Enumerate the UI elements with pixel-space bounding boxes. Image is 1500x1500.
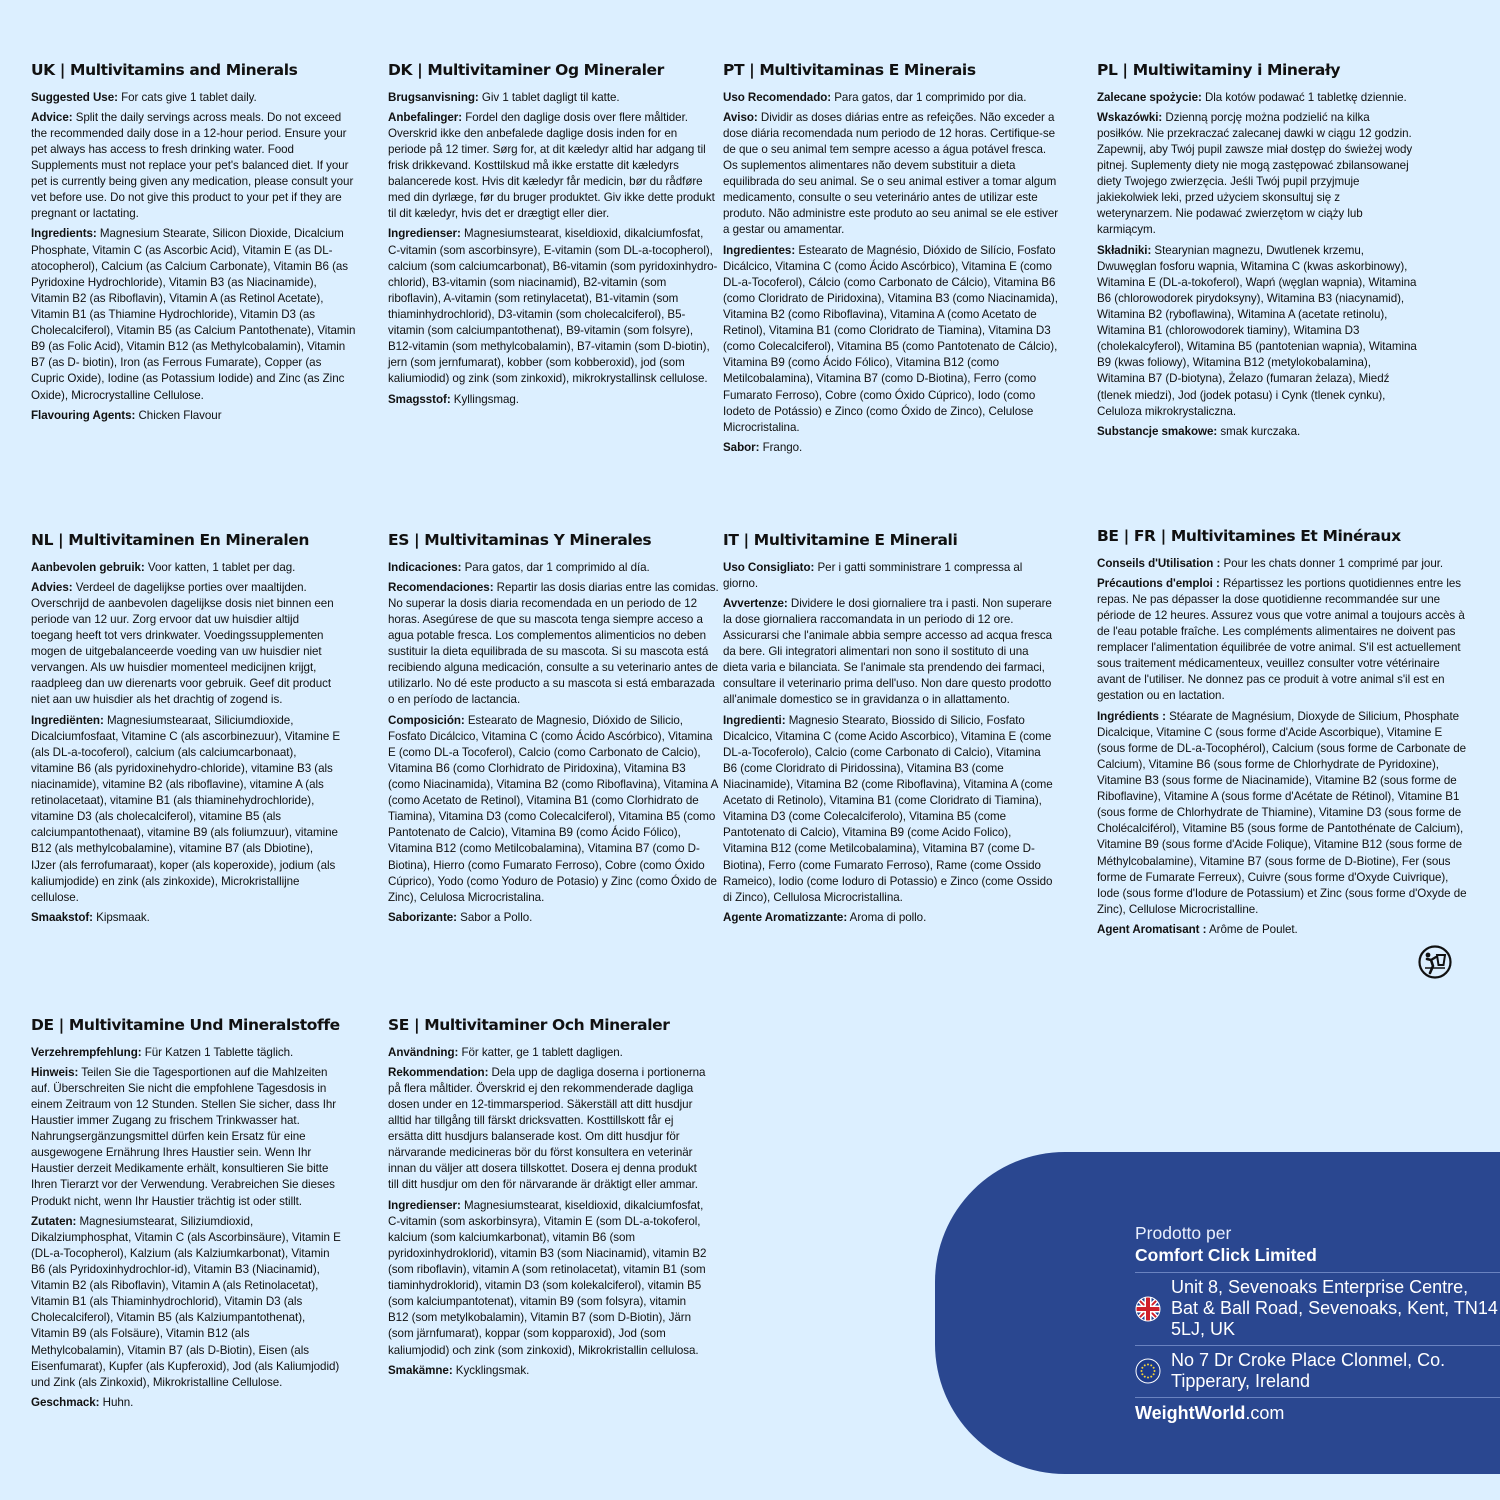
paragraph-text: Kyllingsmag. xyxy=(450,392,519,406)
paragraph-label: Aanbevolen gebruik: xyxy=(31,560,145,574)
paragraph-label: Agent Aromatisant : xyxy=(1097,922,1207,936)
paragraph-label: Uso Recomendado: xyxy=(723,90,832,104)
section-paragraph xyxy=(1097,922,1469,938)
paragraph-text: smak kurczaka. xyxy=(1217,424,1301,438)
section-title: PT | Multivitaminas E Minerais xyxy=(723,61,976,79)
section-paragraph xyxy=(31,910,341,926)
paragraph-label: Indicaciones: xyxy=(388,560,462,574)
paragraph-label: Geschmack: xyxy=(31,1395,100,1409)
section-paragraph xyxy=(31,408,357,424)
section-paragraph xyxy=(388,580,720,709)
paragraph-label: Uso Consigliato: xyxy=(723,560,815,574)
section-it xyxy=(723,530,1053,930)
paragraph-text: Repartir las dosis diarias entre las comidas. No superar la dosis diaria recomendada en un periodo de 12 horas. Asegúrese de que su mascota tenga siempre acceso a agua potable fresca. Los complementos alimenticios no deben sustituir la dieta equilibrada de su mascota. Si su mascota está recibiendo alguna medicación, consulte a su veterinario antes de utilizarlo. No dé este producto a su mascota si está embarazada o en período de lactancia. xyxy=(388,580,719,707)
section-paragraph xyxy=(1097,424,1417,440)
section-title: SE | Multivitaminer Och Mineraler xyxy=(388,1016,670,1034)
paragraph-text: Estearato de Magnésio, Dióxido de Silício, Fosfato Dicálcico, Vitamina C (como Ácido Ascórbico), Vitamina E (como DL-a-Tocoferol), Cálcio (como Carbonato de Cálcio), Vitamina B6 (como Cloridrato de Piridoxina), Vitamina B3 (como Niacinamida), Vitamina B2 (como Riboflavina), Vitamina A (como Acetato de Retinol), Vitamina B1 (como Cloridrato de Tiamina), Vitamina D3 (como Colecalciferol), Vitamina B5 (como Pantotenato de Cálcio), Vitamina B9 (como Ácido Fólico), Vitamina B12 (como Metilcobalamina), Vitamina B7 (como D-Biotina), Ferro (como Fumarato Ferroso), Cobre (como Óxido Cúprico), Iodo (como Iodeto de Potássio) e Zinco (como Óxido de Zinco), Celulose Microcristalina. xyxy=(723,243,1058,434)
uk-flag-icon xyxy=(1135,1296,1161,1322)
section-pl xyxy=(1097,60,1417,444)
paragraph-label: Recomendaciones: xyxy=(388,580,494,594)
paragraph-label: Ingredienser: xyxy=(388,1198,461,1212)
section-paragraph xyxy=(723,243,1063,436)
paragraph-text: Für Katzen 1 Tablette täglich. xyxy=(141,1045,294,1059)
paragraph-label: Ingredienti: xyxy=(723,713,786,727)
eu-address: No 7 Dr Croke Place Clonmel, Co. Tipperary, Ireland xyxy=(1171,1350,1446,1391)
paragraph-label: Ingrediënten: xyxy=(31,713,104,727)
section-paragraph xyxy=(31,1045,341,1061)
paragraph-label: Ingredienser: xyxy=(388,227,461,241)
paragraph-text: Stéarate de Magnésium, Dioxyde de Silicium, Phosphate Dicalcique, Vitamine C (sous forme d'Acide Ascorbique), Vitamine E (sous forme de DL-a-Tocophérol), Calcium (sous forme de Carbonate de Calcium), Vitamine B6 (sous forme de Chlorhydrate de Pyridoxine), Vitamine B3 (sous forme de Niacinamide), Vitamine B2 (sous forme de Riboflavine), Vitamine A (sous forme d'Acétate de Rétinol), Vitamine B1 (sous forme de Chlorhydrate de Thiamine), Vitamine D3 (sous forme de Cholécalciférol), Vitamine B5 (sous forme de Pantothénate de Calcium), Vitamine B9 (sous forme d'Acide Folique), Vitamine B12 (sous forme de Méthylcobalamine), Vitamine B7 (sous forme de D-Biotine), Fer (sous forme de Fumarate Ferreux), Cuivre (sous forme d'Oxyde Cuivrique), Iode (sous forme d'Iodure de Potassium) et Zinc (sous forme d'Oxyde de Zinc), Cellulose Microcristalline. xyxy=(1097,709,1467,916)
paragraph-text: Aroma di pollo. xyxy=(847,910,927,924)
paragraph-text: For cats give 1 tablet daily. xyxy=(117,90,257,104)
website xyxy=(1135,1398,1500,1425)
section-paragraph xyxy=(388,713,720,906)
manufacturer-info xyxy=(1135,1222,1500,1425)
paragraph-label: Ingrédients : xyxy=(1097,709,1166,723)
section-uk xyxy=(31,60,357,428)
section-paragraph xyxy=(31,580,341,709)
paragraph-text: Fordel den daglige dosis over flere måltider. Overskrid ikke den anbefalede daglige dosis inden for en periode på 12 timer. Sørg for, at dit kæledyr altid har adgang til frisk drikkevand. Kosttilskud må ikke erstatte dit kæledyrs balancerede kost. Hvis dit kæledyr får medicin, bør du rådføre med din dyrlæge, før du bruger produktet. Giv ikke dette produkt til dit kæledyr, hvis det er drægtigt eller dier. xyxy=(388,110,715,221)
section-paragraph xyxy=(388,90,718,106)
paragraph-text: Stearynian magnezu, Dwutlenek krzemu, Dwuwęglan fosforu wapnia, Witamina C (kwas askorbinowy), Witamina E (DL-a-tokoferol), Wapń (węglan wapnia), Witamina B6 (chlorowodorek pirydoksyny), Witamina B3 (niacynamid), Witamina B2 (ryboflawina), Witamina A (acetate retinolu), Witamina B1 (chlorowodorek tiaminy), Witamina D3 (cholekalcyferol), Witamina B5 (pantotenian wapnia), Witamina B9 (kwas foliowy), Witamina B12 (metylokobalamina), Witamina B7 (D-biotyna), Żelazo (fumaran żelaza), Miedź (tlenek miedzi), Jod (jodek potasu) i Cynk (tlenek cynku), Celuloza mikrokrystaliczna. xyxy=(1097,243,1417,418)
section-paragraph xyxy=(723,90,1063,106)
section-paragraph xyxy=(388,1363,708,1379)
paragraph-text: Magnesiumstearat, kiseldioxid, dikalciumfosfat, C-vitamin (som ascorbinsyre), E-vitamin (som DL-a-tocopherol), calcium (som calciumcarbonat), B6-vitamin (som pyridoxinhydro-chlorid), B3-vitamin (som niacinamid), B2-vitamin (som riboflavin), A-vitamin (som retinylacetat), B1-vitamin (som thiaminhydrochlorid), D3-vitamin (som cholecalciferol), B5-vitamin (som calciumpantothenat), B9-vitamin (som folsyre), B12-vitamin (som methylcobalamin), B7-vitamin (som D-biotin), jern (som jernfumarat), kobber (som kobberoxid), jod (som kaliumiodid) og zink (som zinkoxid), mikrokrystallinsk cellulose. xyxy=(388,227,718,386)
section-paragraph xyxy=(31,1395,341,1411)
paragraph-text: Kipsmaak. xyxy=(93,910,150,924)
paragraph-label: Verzehrempfehlung: xyxy=(31,1045,142,1059)
company-name: Comfort Click Limited xyxy=(1135,1245,1317,1265)
paragraph-label: Zutaten: xyxy=(31,1214,77,1228)
paragraph-text: Dividir as doses diárias entre as refeições. Não exceder a dose diária recomendada num periodo de 12 horas. Certifique-se de que o seu animal tem sempre acesso a água potável fresca. Os suplementos alimentares não devem substituir a dieta equilibrada do seu animal. Se o seu animal estiver a tomar algum medicamento, consulte o seu veterinário antes de utilizar este produto. Não administre este produto ao seu animal se ele estiver a gestar ou amamentar. xyxy=(723,110,1059,237)
section-title: DK | Multivitaminer Og Mineraler xyxy=(388,61,664,79)
section-paragraph xyxy=(388,1065,708,1194)
section-paragraph xyxy=(723,910,1053,926)
section-paragraph xyxy=(31,1065,341,1210)
paragraph-text: Para gatos, dar 1 comprimido por dia. xyxy=(831,90,1027,104)
section-paragraph xyxy=(31,713,341,906)
eu-address-row xyxy=(1135,1346,1500,1397)
paragraph-text: Magnesiumstearaat, Siliciumdioxide, Dicalciumfosfaat, Vitamine C (als ascorbinezuur), Vitamine E (als DL-a-tocoferol), calcium (als calciumcarbonaat), vitamine B6 (als pyridoxinehydro-chloride), vitamine B3 (als niacinamide), vitamine B2 (als riboflavine), vitamine A (als retinolacetaat), vitamine B1 (als thiaminehydrochloride), vitamine D3 (als cholecalciferol), vitamine B5 (als calciumpantothenaat), vitamine B9 (als foliumzuur), vitamine B12 (als methylcobalamine), vitamine B7 (als Dbiotine), IJzer (als ferrofumaraat), koper (als koperoxide), jodium (als kaliumjodide) en zink (als zinkoxide), Microkristallijne cellulose. xyxy=(31,713,341,904)
paragraph-label: Agente Aromatizzante: xyxy=(723,910,848,924)
paragraph-text: Dividere le dosi giornaliere tra i pasti. Non superare la dose giornaliera raccomandata in un periodo di 12 ore. Assicurarsi che l'animale abbia sempre accesso ad acqua fresca da bere. Gli integratori alimentari non sono il sostituto di una dieta varia e bilanciata. Se l'animale sta prendendo dei farmaci, consultare il veterinario prima dell'uso. Non dare questo prodotto all'animale domestico se in gravidanza o in allattamento. xyxy=(723,596,1053,707)
section-nl xyxy=(31,530,341,930)
section-dk xyxy=(388,60,718,412)
paragraph-label: Substancje smakowe: xyxy=(1097,424,1218,438)
section-paragraph xyxy=(388,392,718,408)
section-befr xyxy=(1097,526,1469,942)
section-paragraph xyxy=(723,713,1053,906)
section-de xyxy=(31,1015,341,1415)
paragraph-text: Arôme de Poulet. xyxy=(1206,922,1298,936)
section-es xyxy=(388,530,720,930)
section-paragraph xyxy=(31,560,341,576)
paragraph-text: Sabor a Pollo. xyxy=(456,910,533,924)
paragraph-label: Saborizante: xyxy=(388,910,457,924)
paragraph-label: Smagsstof: xyxy=(388,392,451,406)
section-paragraph xyxy=(31,1214,341,1391)
section-paragraph xyxy=(1097,243,1417,420)
paragraph-label: Smaakstof: xyxy=(31,910,93,924)
section-title: ES | Multivitaminas Y Minerales xyxy=(388,531,652,549)
paragraph-text: Giv 1 tablet dagligt til katte. xyxy=(478,90,620,104)
paragraph-label: Ingredientes: xyxy=(723,243,796,257)
paragraph-text: Magnesium Stearate, Silicon Dioxide, Dicalcium Phosphate, Vitamin C (as Ascorbic Acid), Vitamin E (as DL-atocopherol), Calcium (as Calcium Carbonate), Vitamin B6 (as Pyridoxine Hydrochloride), Vitamin B3 (as Niacinamide), Vitamin B2 (as Riboflavin), Vitamin A (as Retinol Acetate), Vitamin B1 (as Thiamine Hydrochloride), Vitamin D3 (as Cholecalciferol), Vitamin B5 (as Calcium Pantothenate), Vitamin B9 (as Folic Acid), Vitamin B12 (as Methylcobalamin), Vitamin B7 (as D- biotin), Iron (as Ferrous Fumarate), Copper (as Cupric Oxide), Iodine (as Potassium Iodide) and Zinc (as Zinc Oxide), Microcrystalline Cellulose. xyxy=(31,227,356,402)
section-paragraph xyxy=(723,110,1063,239)
eu-flag-icon xyxy=(1135,1358,1161,1384)
section-title: UK | Multivitamins and Minerals xyxy=(31,61,298,79)
section-paragraph xyxy=(1097,90,1417,106)
paragraph-label: Sabor: xyxy=(723,440,760,454)
paragraph-text: Para gatos, dar 1 comprimido al día. xyxy=(461,560,650,574)
section-paragraph xyxy=(723,560,1053,592)
section-se xyxy=(388,1015,708,1383)
paragraph-label: Conseils d'Utilisation : xyxy=(1097,556,1221,570)
website-brand: WeightWorld xyxy=(1135,1403,1246,1423)
paragraph-text: Verdeel de dagelijkse porties over maaltijden. Overschrijd de aanbevolen dagelijkse dosis niet binnen een periode van 12 uur. Zorg ervoor dat uw huisdier altijd toegang heeft tot vers drinkwater. Voedingssupplementen mogen de uitgebalanceerde voeding van uw huisdier niet vervangen. Als uw huisdier momenteel medicijnen krijgt, raadpleeg dan uw dierenarts voor gebruik. Geef dit product niet aan uw huisdier als het drachtig of zogend is. xyxy=(31,580,334,707)
paragraph-text: Pour les chats donner 1 comprimé par jour. xyxy=(1220,556,1444,570)
paragraph-label: Smakämne: xyxy=(388,1363,453,1377)
paragraph-label: Hinweis: xyxy=(31,1065,79,1079)
paragraph-label: Suggested Use: xyxy=(31,90,118,104)
recycle-bin-icon xyxy=(1417,944,1453,980)
paragraph-text: Per i gatti somministrare 1 compressa al giorno. xyxy=(723,560,1023,590)
paragraph-text: Magnesiumstearat, Siliziumdioxid, Dikalziumphosphat, Vitamin C (als Ascorbinsäure), Vitamin E (DL-a-Tocopherol), Kalzium (als Kalziumkarbonat), Vitamin B6 (als Pyridoxinhydrochlor-id), Vitamin B3 (Niacinamid), Vitamin B2 (als Riboflavin), Vitamin A (als Retinolacetat), Vitamin B1 (als Thiaminhydrochlorid), Vitamin D3 (als Cholecalciferol), Vitamin B5 (als Kalziumpantothenat), Vitamin B9 (als Folsäure), Vitamin B12 (als Methylcobalamin), Vitamin B7 (als D-Biotin), Eisen (als Eisenfumarat), Kupfer (als Kupferoxid), Jod (als Kaliumjodid) und Zink (als Zinkoxid), Mikrokristalline Cellulose. xyxy=(31,1214,341,1389)
website-tld: .com xyxy=(1245,1403,1285,1423)
paragraph-text: Magnesiumstearat, kiseldioxid, dikalciumfosfat, C-vitamin (som askorbinsyra), Vitamin E (som DL-a-tokoferol, kalcium (som kalciumkarbonat), vitamin B6 (som pyridoxinhydroklorid), vitamin B3 (som Niacinamid), vitamin B2 (som riboflavin), vitamin A (som retinolacetat), vitamin B1 (som tiaminhydroklorid), vitamin D3 (som kolekalciferol), vitamin B5 (som kalciumpantotenat), vitamin B9 (som folsyra), vitamin B12 (som metylkobalamin), Vitamin B7 (som D-Biotin), Järn (som järnfumarat), koppar (som kopparoxid), Jod (som kaliumjodid) och zink (som zinkoxid), Mikrokristallin cellulosa. xyxy=(388,1198,707,1357)
section-paragraph xyxy=(31,90,357,106)
paragraph-label: Précautions d'emploi : xyxy=(1097,576,1220,590)
paragraph-label: Rekommendation: xyxy=(388,1065,489,1079)
section-title: DE | Multivitamine Und Mineralstoffe xyxy=(31,1016,340,1034)
paragraph-text: Estearato de Magnesio, Dióxido de Silicio, Fosfato Dicálcico, Vitamina C (como Ácido Ascórbico), Vitamina E (como DL-a Tocoferol), Calcio (como Carbonato de Calcio), Vitamina B6 (como Clorhidrato de Piridoxina), Vitamina B3 (como Niacinamida), Vitamina B2 (como Riboflavina), Vitamina A (como Acetato de Retinol), Vitamina B1 (como Clorhidrato de Tiamina), Vitamina D3 (como Colecalciferol), Vitamina B5 (como Pantotenato de Calcio), Vitamina B9 (como Ácido Fólico), Vitamina B12 (como Metilcobalamina), Vitamina B7 (como D-Biotina), Hierro (como Fumarato Ferroso), Cobre (como Óxido Cúprico), Yodo (como Yoduro de Potasio) y Zinc (como Óxido de Zinc), Celulosa Microcristalina. xyxy=(388,713,718,904)
paragraph-label: Anbefalinger: xyxy=(388,110,463,124)
paragraph-text: Répartissez les portions quotidiennes entre les repas. Ne pas dépasser la dose quotidienne recommandée sur une période de 12 heures. Assurez vous que votre animal a toujours accès à de l'eau potable fraîche. Les compléments alimentaires ne doivent pas remplacer l'alimentation équilibrée de votre animal. S'il est actuellement sous traitement médicamenteux, veuillez consulter votre vétérinaire avant de l'utiliser. Ne donnez pas ce produit à votre animal s'il est en gestation ou en lactation. xyxy=(1097,576,1465,703)
section-title: NL | Multivitaminen En Mineralen xyxy=(31,531,309,549)
paragraph-label: Avvertenze: xyxy=(723,596,788,610)
paragraph-text: Magnesio Stearato, Biossido di Silicio, Fosfato Dicalcico, Vitamina C (come Acido Ascorbico), Vitamina E (come DL-a-Tocoferolo), Calcio (come Carbonato di Calcio), Vitamina B6 (come Cloridrato di Piridossina), Vitamina B3 (come Niacinamide), Vitamina B2 (come Riboflavina), Vitamina A (come Acetato di Retinolo), Vitamina B1 (come Cloridrato di Tiamina), Vitamina D3 (come Colecalciferolo), Vitamina B5 (come Pantotenato di Calcio), Vitamina B9 (come Acido Folico), Vitamina B12 (come Metilcobalamina), Vitamina B7 (come D-Biotina), Ferro (come Fumarato Ferroso), Rame (come Ossido Rameico), Iodio (come Ioduro di Potassio) e Zinco (come Ossido di Zinco), Cellulosa Microcristallina. xyxy=(723,713,1053,904)
section-paragraph xyxy=(388,910,720,926)
section-paragraph xyxy=(1097,709,1469,918)
paragraph-text: För katter, ge 1 tablett dagligen. xyxy=(458,1045,623,1059)
section-paragraph xyxy=(388,1045,708,1061)
section-paragraph xyxy=(388,226,718,387)
paragraph-text: Kycklingsmak. xyxy=(452,1363,530,1377)
paragraph-label: Advice: xyxy=(31,110,73,124)
uk-address: Unit 8, Sevenoaks Enterprise Centre, Bat & Ball Road, Sevenoaks, Kent, TN14 5LJ, UK xyxy=(1171,1277,1498,1339)
paragraph-text: Teilen Sie die Tagesportionen auf die Mahlzeiten auf. Überschreiten Sie nicht die empfohlene Tagesdosis in einem Zeitraum von 12 Stunden. Stellen Sie sicher, dass Ihr Haustier immer Zugang zu frischem Trinkwasser hat. Nahrungsergänzungsmittel dürfen kein Ersatz für eine ausgewogene Ernährung Ihres Haustier sein. Wenn Ihr Haustier derzeit Medikamente erhält, konsultieren Sie bitte Ihren Tierarzt vor der Verwendung. Verabreichen Sie dieses Produkt nicht, wenn Ihr Haustier trächtig ist oder stillt. xyxy=(31,1065,337,1208)
section-paragraph xyxy=(31,226,357,403)
paragraph-text: Split the daily servings across meals. Do not exceed the recommended daily dose in a 12-hour period. Ensure your pet always has access to fresh drinking water. Food Supplements must not replace your pet's balanced diet. If your pet is currently being given any medication, please consult your vet before use. Do not give this product to your pet if they are pregnant or lactating. xyxy=(31,110,354,221)
paragraph-label: Aviso: xyxy=(723,110,758,124)
paragraph-label: Ingredients: xyxy=(31,227,97,241)
section-paragraph xyxy=(723,596,1053,709)
paragraph-label: Composición: xyxy=(388,713,465,727)
paragraph-label: Wskazówki: xyxy=(1097,110,1163,124)
paragraph-text: Dzienną porcję można podzielić na kilka posiłków. Nie przekraczać zalecanej dawki w ciągu 12 godzin. Zapewnij, aby Twój pupil zawsze miał dostęp do świeżej wody pitnej. Suplementy diety nie mogą zastępować zbilansowanej diety Twojego zwierzęcia. Jeśli Twój pupil przyjmuje jakiekolwiek leki, przed użyciem skonsultuj się z weterynarzem. Nie podawać zwierzętom w ciąży lub karmiącym. xyxy=(1097,110,1413,237)
paragraph-label: Zalecane spożycie: xyxy=(1097,90,1202,104)
paragraph-label: Användning: xyxy=(388,1045,459,1059)
paragraph-text: Voor katten, 1 tablet per dag. xyxy=(144,560,296,574)
section-title: IT | Multivitamine E Minerali xyxy=(723,531,958,549)
section-pt xyxy=(723,60,1063,460)
section-paragraph xyxy=(388,560,720,576)
paragraph-text: Dela upp de dagliga doserna i portionerna på flera måltider. Överskrid ej den rekommenderade dagliga dosen under en 12-timmarsperiod. Säkerställ att ditt husdjur alltid har tillgång till färskt dricksvatten. Kosttillskott får ej ersätta ditt husdjurs balanserade kost. Om ditt husdjur för närvarande medicineras bör du först konsultera en veterinär innan du väljer att dosera tillskottet. Dosera ej denna produkt till ditt husdjur om den för närvarande är dräktigt eller ammar. xyxy=(388,1065,706,1192)
section-paragraph xyxy=(1097,576,1469,705)
uk-address-row xyxy=(1135,1273,1500,1345)
paragraph-label: Składniki: xyxy=(1097,243,1152,257)
paragraph-label: Flavouring Agents: xyxy=(31,408,136,422)
paragraph-label: Brugsanvisning: xyxy=(388,90,479,104)
paragraph-text: Huhn. xyxy=(99,1395,134,1409)
produced-for-label: Prodotto per xyxy=(1135,1223,1232,1243)
paragraph-text: Chicken Flavour xyxy=(135,408,222,422)
section-paragraph xyxy=(1097,556,1469,572)
section-title: PL | Multiwitaminy i Minerały xyxy=(1097,61,1341,79)
paragraph-label: Advies: xyxy=(31,580,73,594)
section-paragraph xyxy=(388,110,718,223)
section-paragraph xyxy=(723,440,1063,456)
section-paragraph xyxy=(31,110,357,223)
section-paragraph xyxy=(388,1198,708,1359)
section-title: BE | FR | Multivitamines Et Minéraux xyxy=(1097,527,1401,545)
paragraph-text: Frango. xyxy=(759,440,803,454)
section-paragraph xyxy=(1097,110,1417,239)
paragraph-text: Dla kotów podawać 1 tabletkę dziennie. xyxy=(1201,90,1407,104)
